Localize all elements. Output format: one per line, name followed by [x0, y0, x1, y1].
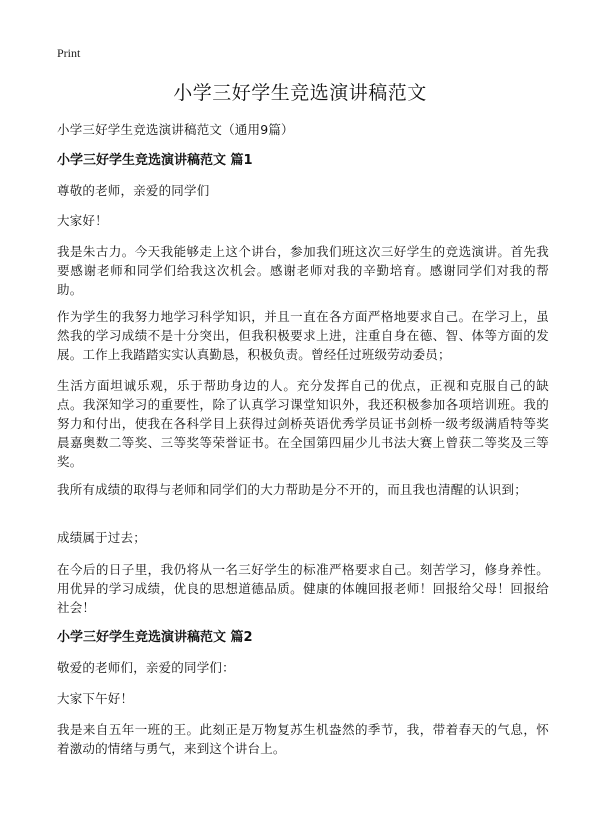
paragraph: 在今后的日子里，我仍将从一名三好学生的标准严格要求自己。刻苦学习，修身养性。用优异的学习成绩，优良的思想道德品质。健康的体魄回报老师！回报给父母！回报给社会！: [57, 562, 549, 615]
paragraph: 敬爱的老师们，亲爱的同学们：: [57, 660, 235, 675]
paragraph: 大家好！: [57, 213, 108, 228]
print-link[interactable]: Print: [57, 46, 81, 60]
paragraph: 成绩属于过去；: [57, 530, 146, 545]
paragraph: 大家下午好！: [57, 691, 134, 706]
document-title: 小学三好学生竞选演讲稿范文: [173, 82, 427, 104]
document-subtitle: 小学三好学生竞选演讲稿范文（通用9篇）: [57, 122, 294, 137]
paragraph: 尊敬的老师，亲爱的同学们: [57, 183, 210, 198]
paragraph: 我是来自五年一班的王。此刻正是万物复苏生机盎然的季节，我，带着春天的气息，怀着激动的情绪与勇气，来到这个讲台上。: [57, 722, 549, 756]
section-heading-1: 小学三好学生竞选演讲稿范文 篇1: [57, 153, 253, 168]
paragraph: 生活方面坦诚乐观，乐于帮助身边的人。充分发挥自己的优点，正视和克服自己的缺点。我深知学习的重要性，除了认真学习课堂知识外，我还积极参加各项培训班。我的努力和付出，使我在各科学目上获得过剑桥英语优秀学员证书剑桥一级考级满盾特等奖晨嘉奥数二等奖、三等奖等荣誉证书。在全国第四届少儿书法大赛上曾获二等奖及三等奖。: [57, 378, 549, 469]
section-heading-2: 小学三好学生竞选演讲稿范文 篇2: [57, 630, 253, 645]
paragraph: 我是朱古力。今天我能够走上这个讲台，参加我们班这次三好学生的竞选演讲。首先我要感谢老师和同学们给我这次机会。感谢老师对我的辛勤培育。感谢同学们对我的帮助。: [57, 244, 549, 297]
paragraph: 作为学生的我努力地学习科学知识，并且一直在各方面严格地要求自己。在学习上，虽然我的学习成绩不是十分突出，但我积极要求上进，注重自身在德、智、体等方面的发展。工作上我踏踏实实认真勤恳，积极负责。曾经任过班级劳动委员；: [57, 309, 549, 362]
paragraph: 我所有成绩的取得与老师和同学们的大力帮助是分不开的，而且我也清醒的认识到；: [57, 482, 527, 497]
